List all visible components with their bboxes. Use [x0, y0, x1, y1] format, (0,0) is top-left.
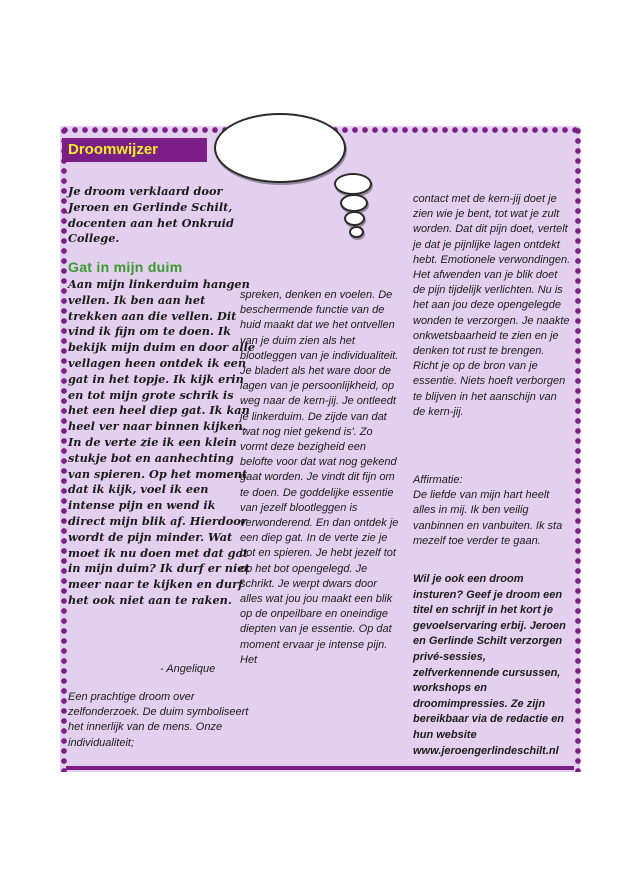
affirmation-label: Affirmatie: — [413, 474, 463, 486]
thought-bubble-2 — [340, 194, 368, 212]
affirmation-text: De liefde van mijn hart heelt alles in mij. Ik ben veilig vanbinnen en vanbuiten. Ik sta mezelf toe verder te gaan. — [413, 489, 563, 547]
thought-bubble-1 — [334, 173, 372, 195]
intro-text: Je droom verklaard door Jeroen en Gerlinde Schilt, docenten aan het Onkruid College. — [68, 184, 234, 246]
bottom-rule — [66, 766, 574, 770]
thought-bubble-3 — [344, 211, 365, 226]
thought-bubble-4 — [349, 226, 364, 238]
affirmation-block — [413, 473, 571, 549]
signature: - Angelique — [160, 663, 216, 675]
interpretation-col1: Een prachtige droom over zelfonderzoek. De duim symboliseert het innerlijk van de mens. Onze individualiteit; — [68, 691, 249, 749]
call-to-action: Wil je ook een droom insturen? Geef je droom een titel en schrijf in het kort je gevoelservaring erbij. Jeroen en Gerlinde Schilt verzorgen privé-sessies, zelfverkennende cursussen, workshops en droomimpressies. Ze zijn bereikbaar via de redactie en hun website www.jeroengerlindeschilt.nl — [413, 573, 566, 757]
right-dotted-border — [574, 126, 582, 772]
interpretation-col2: spreken, denken en voelen. De beschermende functie van de huid maakt dat we het ontvellen van je duim zien als het blootleggen van je individualiteit. Je bladert als het ware door de lagen van je persoonlijkheid, op weg naar de kern-jij. Je ontleedt je linkerduim. De zijde van dat 'wat nog niet gekend is'. Zo vormt deze bezigheid een belofte voor dat wat nog gekend gaat worden. Je vindt dit fijn om te doen. De goddelijke essentie van jezelf blootleggen is verwonderend. En dan ontdek je een diep gat. In de verte zie je bot en spieren. Je hebt jezelf tot op het bot opengelegd. Je schrikt. Je werpt dwars door alles wat jou jou maakt een blik op de onpeilbare en oneindige diepten van je essentie. Op dat moment ervaar je intense pijn. Het — [240, 289, 399, 666]
section-header: Droomwijzer — [62, 138, 207, 162]
dream-story: Aan mijn linkerduim hangen vellen. Ik ben aan het trekken aan die vellen. Dit vind ik fijn om te doen. Ik bekijk mijn duim en door alle vellagen heen ontdek ik een gat in het topje. Ik kijk erin en tot mijn grote schrik is het een heel diep gat. Ik kan heel ver naar binnen kijken. In de verte zie ik een klein stukje bot en aanhechting van spieren. Op het moment dat ik kijk, voel ik een intense pijn en wend ik direct mijn blik af. Hierdoor wordt de pijn minder. Wat moet ik nu doen met dat gat in mijn duim? Ik durf er niet meer naar te kijken en durf het ook niet aan te raken. — [68, 277, 256, 607]
interpretation-col3: contact met de kern-jij doet je zien wie je bent, tot wat je zult worden. Dat dit pijn doet, vertelt je dat je pijnlijke lagen ontdekt hebt. Emotionele verwondingen. Het afwenden van je blik doet de pijn tijdelijk verlichten. Nu is het aan jou deze opengelegde wonden te verzorgen. Je naakte onkwetsbaarheid te zien en je denken tot rust te brengen. Richt je op de bron van je essentie. Niets hoeft verborgen te blijven in het aanschijn van de kern-jij. — [413, 193, 571, 418]
story-title: Gat in mijn duim — [68, 259, 183, 275]
left-dotted-border — [60, 126, 68, 772]
thought-bubble-large — [214, 113, 346, 183]
